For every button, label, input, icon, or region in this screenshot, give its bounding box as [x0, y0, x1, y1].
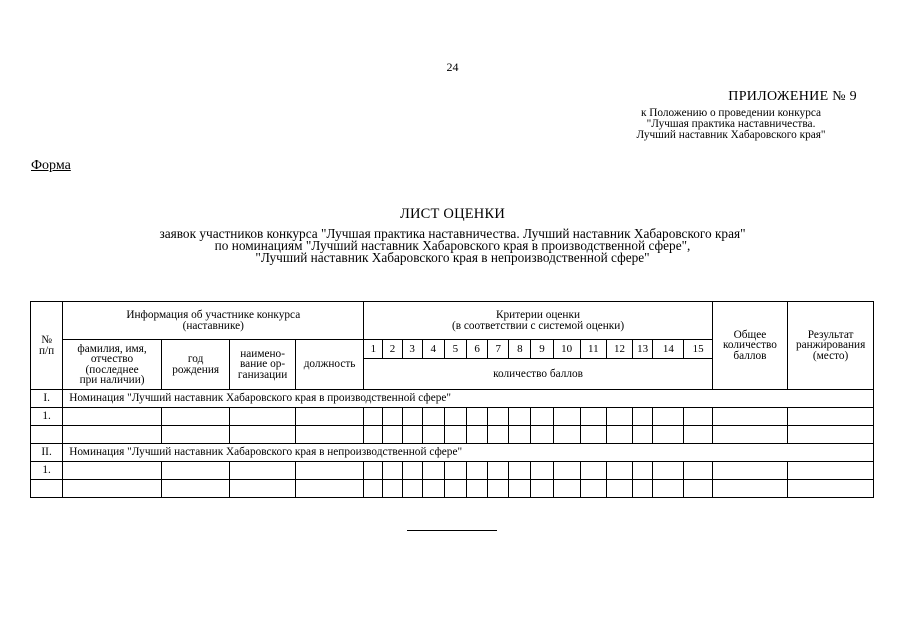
criterion-number: 13 [633, 340, 653, 359]
table-row [31, 480, 874, 498]
evaluation-table [30, 301, 874, 498]
row-label: 1. [31, 408, 63, 426]
appendix-ref-line: "Лучшая практика наставничества. [646, 118, 816, 130]
total-score-header: Общее количество баллов [712, 302, 788, 390]
appendix-title: ПРИЛОЖЕНИЕ № 9 [728, 89, 857, 104]
criterion-number: 15 [684, 340, 712, 359]
criteria-units: количество баллов [364, 359, 712, 390]
criterion-number: 12 [606, 340, 632, 359]
criterion-number: 2 [383, 340, 402, 359]
col-number-header: № п/п [31, 302, 63, 390]
table-row [31, 426, 874, 444]
subtitle-line: "Лучший наставник Хабаровского края в непроизводственной сфере" [255, 250, 650, 265]
participant-info-header: Информация об участнике конкурса (наставнике) [63, 302, 364, 340]
section-number: I. [31, 390, 63, 408]
form-label: Форма [31, 158, 71, 173]
subtitle-line: заявок участников конкурса "Лучшая практика наставничества. Лучший наставник Хабаровского края" [159, 226, 746, 241]
criteria-header: Критерии оценки (в соответствии с системой оценки) [364, 302, 712, 340]
criterion-number: 9 [531, 340, 553, 359]
criterion-number: 10 [553, 340, 580, 359]
footer-divider [407, 530, 497, 531]
criterion-number: 7 [488, 340, 509, 359]
organization-header: наимено- вание ор- ганизации [230, 340, 295, 390]
criterion-number: 3 [402, 340, 422, 359]
fio-header: фамилия, имя, отчество (последнее при наличии) [63, 340, 162, 390]
position-header: должность [295, 340, 364, 390]
section-title: Номинация "Лучший наставник Хабаровского края в непроизводственной сфере" [63, 444, 874, 462]
table-row [31, 408, 874, 426]
criterion-number: 11 [580, 340, 606, 359]
row-label: 1. [31, 462, 63, 480]
criterion-number: 8 [509, 340, 531, 359]
section-number: II. [31, 444, 63, 462]
table-row [31, 462, 874, 480]
document-title: ЛИСТ ОЦЕНКИ [399, 206, 506, 222]
criterion-number: 6 [467, 340, 488, 359]
criterion-number: 1 [364, 340, 383, 359]
criterion-number: 4 [422, 340, 444, 359]
appendix-ref-line: к Положению о проведении конкурса [640, 107, 822, 119]
criterion-number: 5 [444, 340, 466, 359]
section-title: Номинация "Лучший наставник Хабаровского края в производственной сфере" [63, 390, 874, 408]
section-row [31, 390, 874, 408]
criterion-number: 14 [653, 340, 684, 359]
subtitle-line: по номинациям "Лучший наставник Хабаровского края в производственной сфере", [214, 238, 691, 253]
document-subtitle [0, 228, 905, 264]
appendix-reference [601, 108, 861, 141]
section-row [31, 444, 874, 462]
page-number: 24 [446, 60, 459, 74]
header-row [31, 302, 874, 340]
birth-year-header: год рождения [161, 340, 229, 390]
ranking-result-header: Результат ранжирования (место) [788, 302, 874, 390]
appendix-ref-line: Лучший наставник Хабаровского края" [636, 129, 826, 141]
